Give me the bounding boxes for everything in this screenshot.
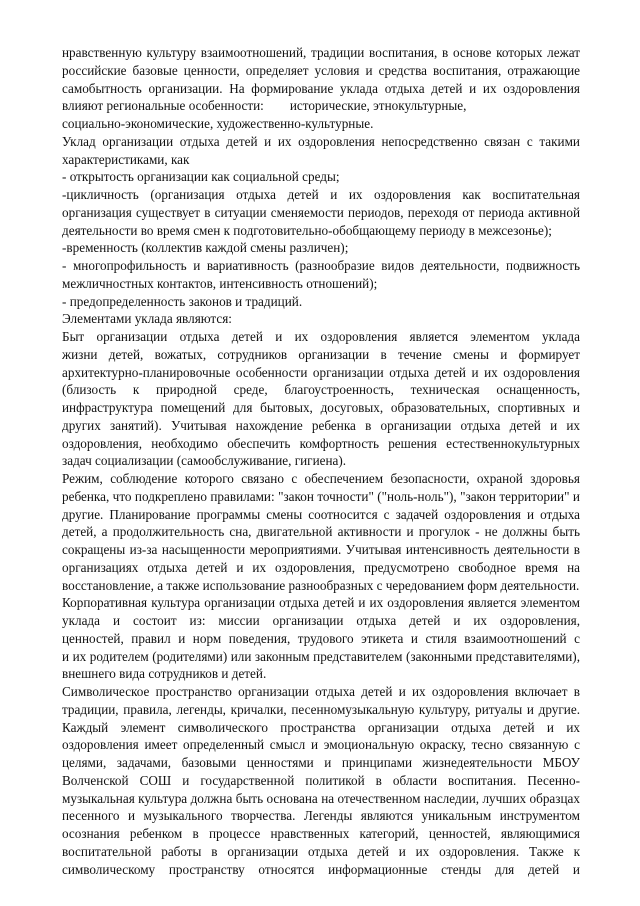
text-line: организациях отдыха детей и их оздоровления, предусмотрено свободное время на	[62, 559, 580, 575]
text-line: осознания ребенком в процессе нравственных категорий, ценностей, являющимися	[62, 826, 580, 841]
text-line: российские базовые ценности, определяет условия и средства воспитания, отражающие	[62, 62, 580, 78]
text-line: социально-экономические, художественно-культурные.	[62, 116, 374, 131]
text-line: оздоровления имеет определенный смысл и эмоциональную окраску, тесно связанную с	[62, 737, 580, 753]
text-line: самобытность организации. На формирование уклада отдыха детей и их оздоровления	[62, 80, 580, 96]
text-line: символическому пространству относятся информационные стенды для детей и	[62, 861, 580, 877]
text-line: ребенка, что подкреплено правилами: "закон точности" ("ноль-ноль"), "закон территории" и	[62, 488, 580, 504]
list-item: -временность (коллектив каждой смены различен);	[62, 240, 349, 256]
text-line: и их родителем (родителями) или законным представителем (законными представителями),	[62, 648, 580, 664]
text-line: архитектурно-планировочные особенности организации отдыха детей и их оздоровления	[62, 364, 580, 380]
text-line: целями, задачами, базовыми ценностями и принципами жизнедеятельности МБОУ	[62, 755, 580, 770]
text-line: инфраструктура помещений для бытовых, досуговых, образовательных, спортивных и	[62, 400, 580, 415]
text-line: Корпоративная культура организации отдыха детей и их оздоровления является элементом	[62, 595, 580, 611]
text-line: Каждый элемент символического пространства организации отдыха детей и их	[62, 719, 580, 735]
list-item: - открытость организации как социальной среды;	[62, 169, 340, 185]
text-line: уклада и состоит из: миссии организации отдыха детей и их оздоровления,	[62, 613, 580, 628]
list-item: - многопрофильность и вариативность (разнообразие видов деятельности, подвижность	[62, 258, 580, 273]
text-line: ценностей, правил и норм поведения, трудового этикета и стиля взаимоотношений с	[62, 630, 580, 646]
text-line: задач социализации (самообслуживание, гигиена).	[62, 453, 347, 469]
list-item: -цикличность (организация отдыха детей и их оздоровления как воспитательная	[62, 187, 580, 202]
document-body	[62, 44, 580, 878]
text-line: других занятий). Учитывая нахождение ребенка в организации отдыха детей и их	[62, 417, 580, 433]
text-line: сокращены из-за насыщенности мероприятиями. Учитывая интенсивность деятельности в	[62, 542, 580, 557]
text-line: песенного и музыкального творчества. Легенды являются уникальным инструментом	[62, 808, 580, 824]
text-line: Режим, соблюдение которого связано с обеспечением безопасности, охраной здоровья	[62, 471, 580, 486]
text-line: нравственную культуру взаимоотношений, традиции воспитания, в основе которых лежат	[62, 45, 580, 60]
text-line: восстановление, а также использование разнообразных с чередованием форм деятельности.	[62, 577, 580, 593]
text-line: детей, а продолжительность сна, двигательной активности и прогулок - не должны быть	[62, 524, 580, 540]
text-line: Элементами уклада являются:	[62, 311, 232, 327]
text-line: музыкальная культура должна быть основана на отечественном наследии, лучших образцах	[62, 790, 580, 806]
text-line: другие. Планирование программы смены соотносится с задачей оздоровления и отдыха	[62, 506, 580, 522]
text-fragment: исторические, этнокультурные,	[289, 98, 467, 114]
list-item: - предопределенность законов и традиций.	[62, 293, 303, 309]
text-line: традиции, правила, легенды, кричалки, песенномузыкальную культуру, ритуалы и другие.	[62, 701, 580, 717]
text-line: оздоровления, необходимо обеспечить комфортность решения естественнокультурных	[62, 435, 580, 451]
text-line: внешнего вида сотрудников и детей.	[62, 666, 267, 682]
text-line: Символическое пространство организации отдыха детей и их оздоровления включает в	[62, 684, 580, 699]
text-line: Волченской СОШ и государственной политикой в области воспитания. Песенно-	[62, 772, 580, 788]
text-line: Быт организации отдыха детей и их оздоровления является элементом уклада	[62, 329, 580, 344]
text-line: воспитательной работы в организации отдыха детей и их оздоровления. Также к	[62, 843, 580, 859]
text-fragment: влияют региональные особенности:	[62, 98, 264, 114]
text-line: деятельности во время смен к подготовительно-обобщающему периоду в межсезонье);	[62, 222, 552, 238]
text-line: организация существует в ситуации сменяемости периодов, переходя от периода активной	[62, 204, 580, 220]
text-line: характеристиками, как	[62, 151, 190, 167]
text-line	[62, 97, 580, 115]
text-line: (близость к природной среде, благоустроенность, техническая оснащенность,	[62, 382, 580, 398]
text-line: жизни детей, вожатых, сотрудников организации в течение смены и формирует	[62, 346, 580, 362]
text-line: Уклад организации отдыха детей и их оздоровления непосредственно связан с такими	[62, 133, 580, 149]
text-line: межличностных контактов, интенсивность отношений);	[62, 275, 378, 291]
